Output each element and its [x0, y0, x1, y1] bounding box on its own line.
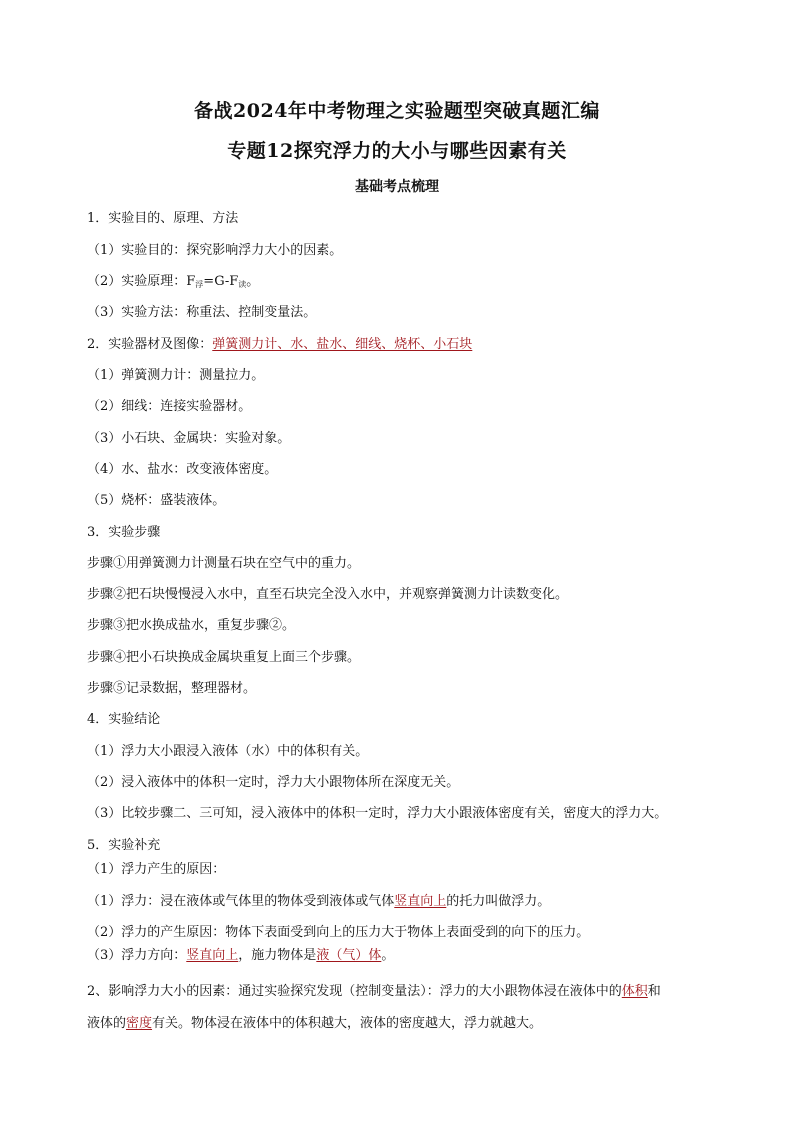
s6-line-2-red: 密度	[126, 1016, 153, 1031]
s5-line-4-post: 。	[381, 948, 395, 963]
s5-line-4-red1: 竖直向上	[186, 948, 239, 963]
s2-line-3: （3）小石块、金属块：实验对象。	[87, 431, 291, 446]
s3-line-5: 步骤⑤记录数据，整理器材。	[87, 681, 257, 696]
section-2-heading	[87, 333, 472, 352]
s1-line-2-post: 。	[246, 274, 260, 289]
section-5-heading: 5．实验补充	[87, 838, 161, 853]
s2-line-4: （4）水、盐水：改变液体密度。	[87, 462, 278, 477]
s6-line-2-post: 有关。物体浸在液体中的体积越大，液体的密度越大，浮力就越大。	[152, 1016, 543, 1031]
s3-line-2: 步骤②把石块慢慢浸入水中，直至石块完全没入水中，并观察弹簧测力计读数变化。	[87, 587, 569, 602]
s6-line-1-red: 体积	[621, 984, 648, 999]
s6-line-2-pre: 液体的	[87, 1016, 127, 1031]
s5-line-1: （1）浮力产生的原因：	[87, 862, 226, 877]
s1-line-1: （1）实验目的：探究影响浮力大小的因素。	[87, 243, 343, 258]
section-1-heading: 1．实验目的、原理、方法	[87, 211, 239, 226]
s1-line-2-sub1: 浮	[195, 280, 204, 289]
s1-line-2-pre: （2）实验原理：F	[87, 274, 196, 289]
s6-line-1-post: 和	[647, 984, 661, 999]
s5-line-4-mid: ，施力物体是	[238, 948, 317, 963]
section-3-heading: 3．实验步骤	[87, 525, 161, 540]
s3-line-1: 步骤①用弹簧测力计测量石块在空气中的重力。	[87, 556, 361, 571]
s4-line-2: （2）浸入液体中的体积一定时，浮力大小跟物体所在深度无关。	[87, 775, 460, 790]
s6-line-1	[87, 980, 661, 999]
doc-title: 备战2024年中考物理之实验题型突破真题汇编	[194, 100, 600, 122]
s4-line-1: （1）浮力大小跟浸入液体（水）中的体积有关。	[87, 744, 369, 759]
s6-line-1-pre: 2、影响浮力大小的因素：通过实验探究发现（控制变量法）：浮力的大小跟物体浸在液体中的	[87, 984, 622, 999]
s3-line-3: 步骤③把水换成盐水，重复步骤②。	[87, 618, 296, 633]
s5-line-2-pre: （1）浮力：浸在液体或气体里的物体受到液体或气体	[87, 894, 395, 909]
s6-line-2	[87, 1012, 542, 1031]
section-4-heading: 4．实验结论	[87, 712, 161, 727]
s4-line-3: （3）比较步骤二、三可知，浸入液体中的体积一定时，浮力大小跟液体密度有关，密度大的浮力大。	[87, 806, 668, 821]
s5-line-4	[87, 944, 394, 963]
doc-topic-title: 专题12探究浮力的大小与哪些因素有关	[227, 140, 567, 162]
s2-line-2: （2）细线：连接实验器材。	[87, 399, 252, 414]
s5-line-4-red2: 液（气）体	[316, 948, 382, 963]
section-subtitle: 基础考点梳理	[355, 179, 439, 195]
s1-line-2	[87, 270, 259, 290]
s2-line-1: （1）弹簧测力计：测量拉力。	[87, 368, 265, 383]
s5-line-2	[87, 890, 550, 909]
s5-line-2-red: 竖直向上	[394, 894, 447, 909]
s2-heading-red: 弹簧测力计、水、盐水、细线、烧杯、小石块	[212, 337, 473, 352]
s1-line-2-mid: =G-F	[203, 274, 239, 289]
s5-line-4-pre: （3）浮力方向：	[87, 948, 187, 963]
s2-line-5: （5）烧杯：盛装液体。	[87, 493, 226, 508]
s2-heading-text: 2．实验器材及图像：	[87, 337, 213, 352]
s5-line-3: （2）浮力的产生原因：物体下表面受到向上的压力大于物体上表面受到的向下的压力。	[87, 925, 590, 940]
s1-line-2-sub2: 读	[238, 280, 247, 289]
s3-line-4: 步骤④把小石块换成金属块重复上面三个步骤。	[87, 650, 361, 665]
s1-line-3: （3）实验方法：称重法、控制变量法。	[87, 305, 317, 320]
s5-line-2-post: 的托力叫做浮力。	[446, 894, 551, 909]
